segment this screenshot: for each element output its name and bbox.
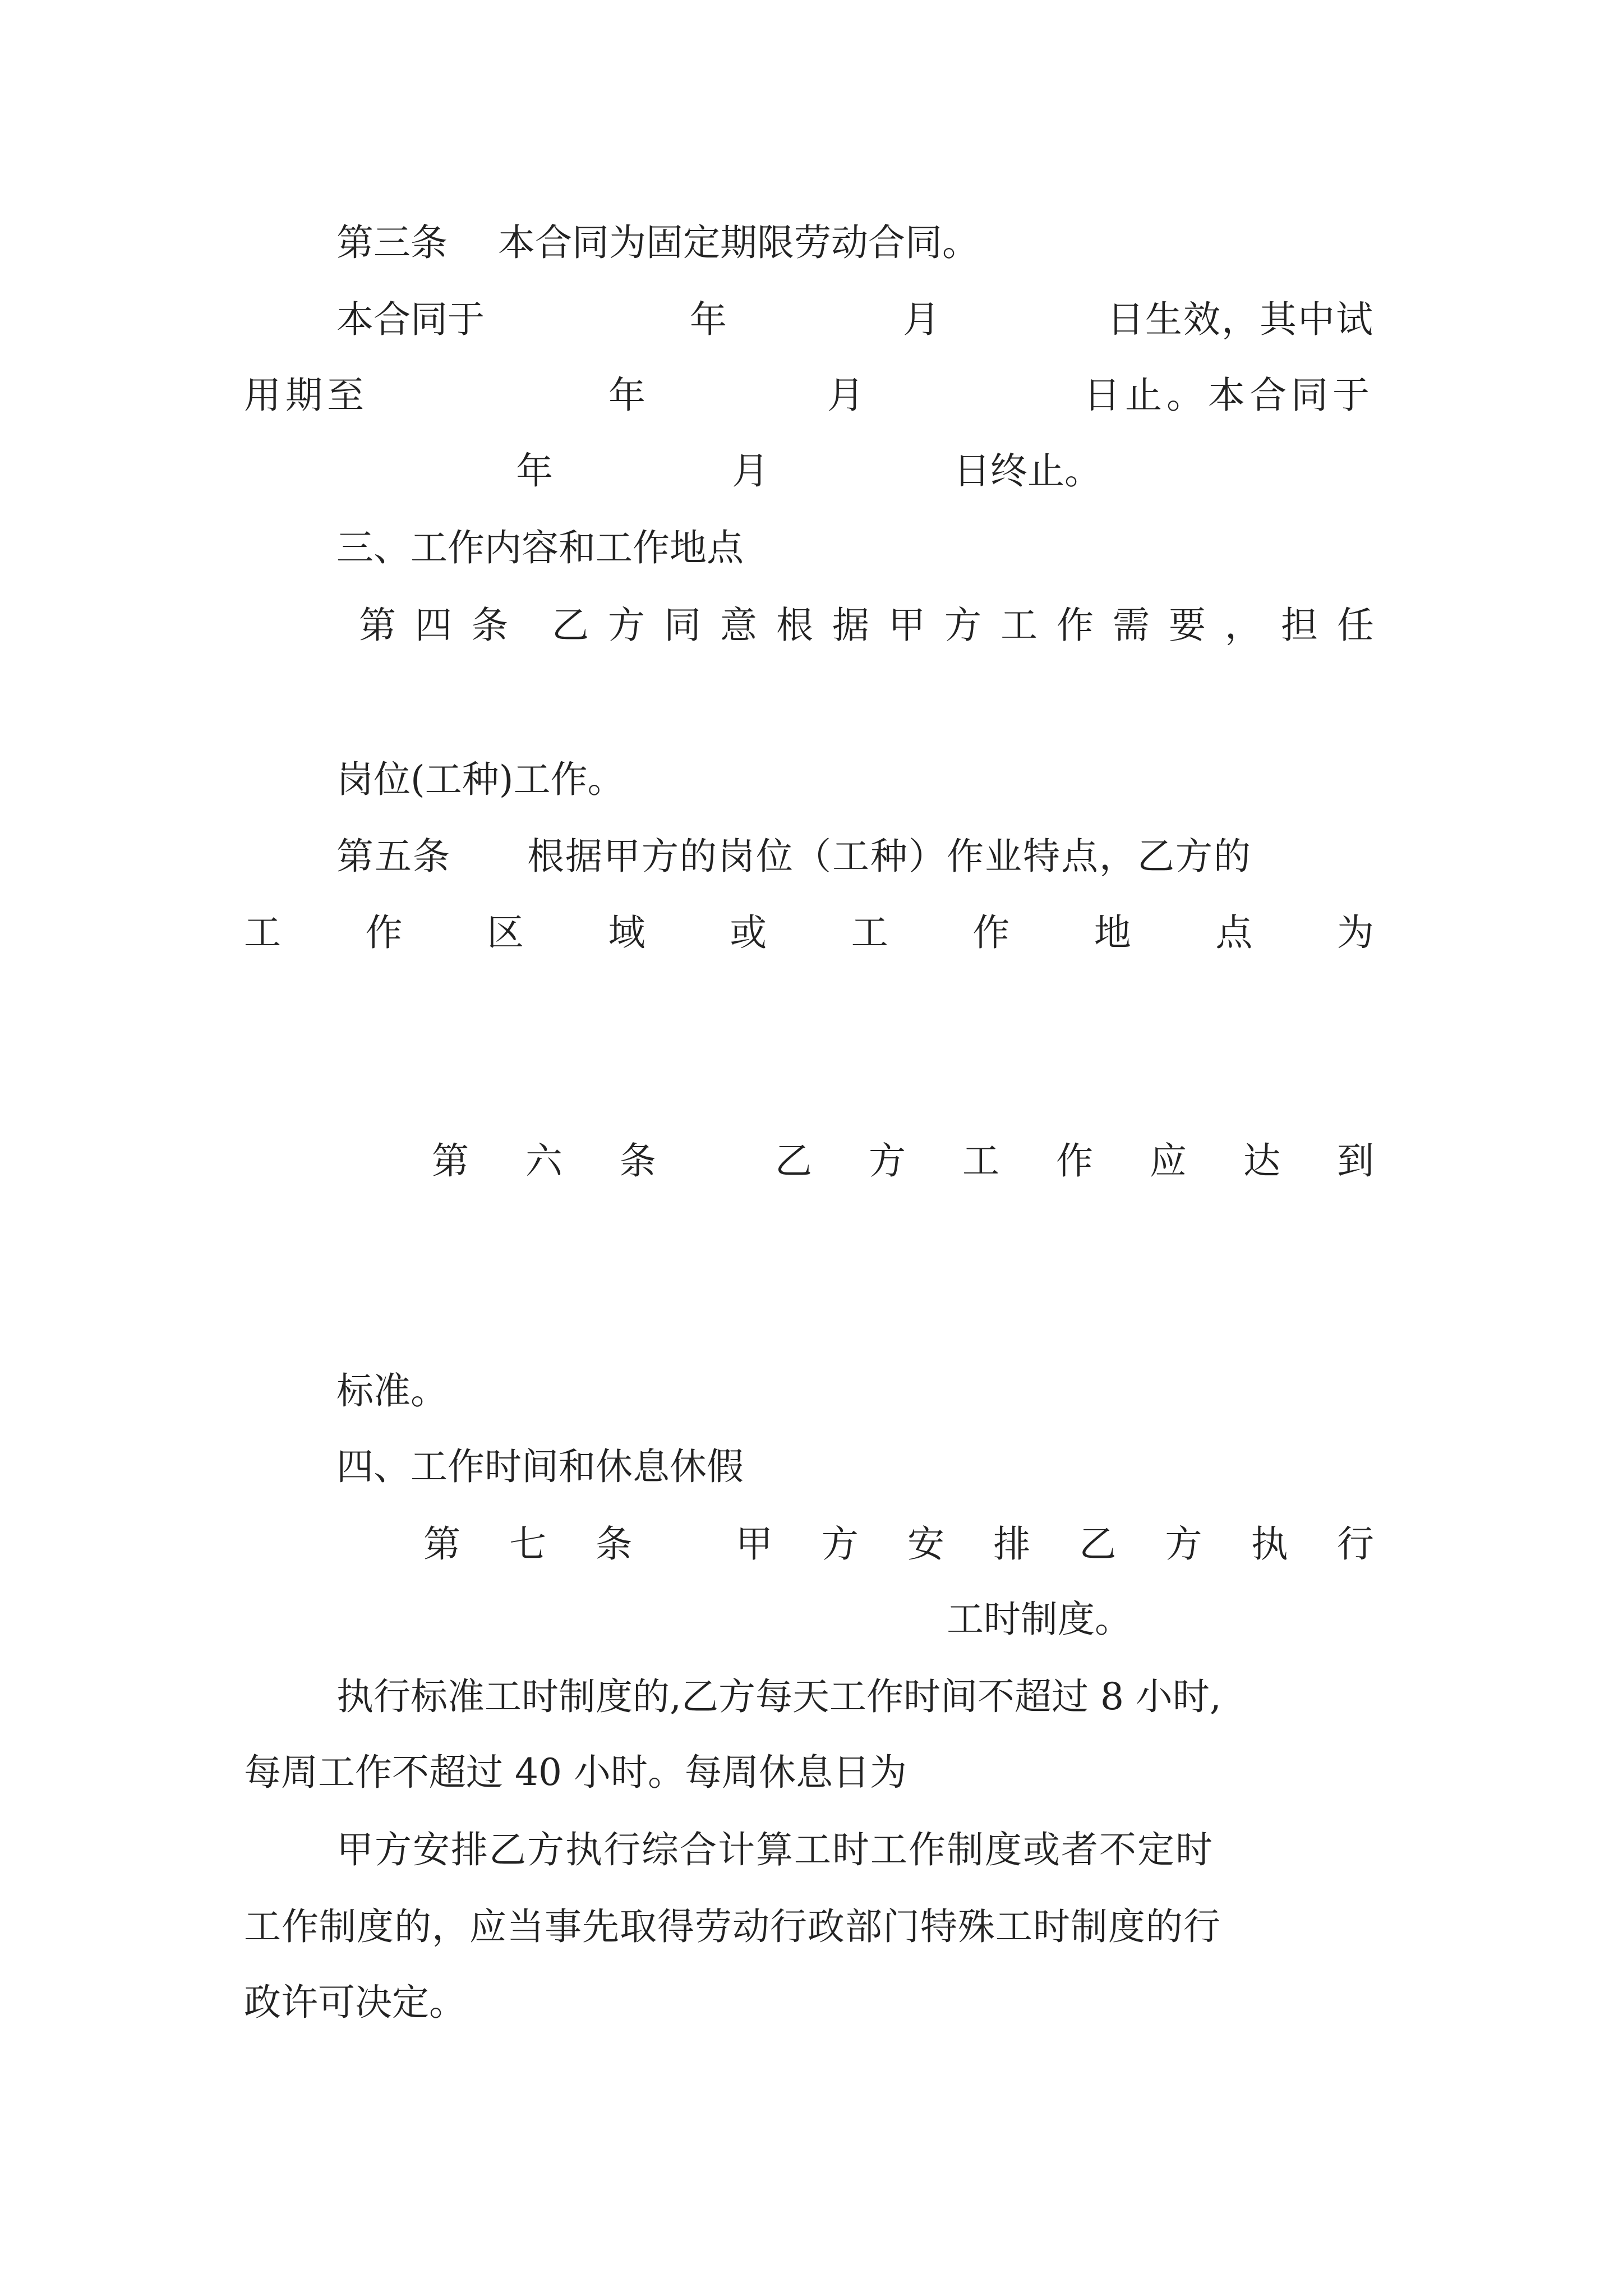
article-3-heading: 第三条 — [336, 221, 448, 264]
article-6-char: 应 — [1150, 1139, 1187, 1182]
article-3-line1-end: 日生效，其中试 — [1107, 298, 1374, 341]
article-6-char: 到 — [1337, 1139, 1374, 1182]
article-3-line3-year: 年 — [516, 449, 553, 493]
article-7-char: 七 — [509, 1522, 547, 1566]
article-5-char: 地 — [1094, 911, 1131, 954]
article-3-line1-year: 年 — [690, 298, 727, 341]
article-5-char: 工 — [851, 911, 888, 954]
article-4-char: 甲 — [888, 604, 925, 647]
article-4-char: 工 — [1000, 604, 1038, 647]
article-6-char: 条 — [619, 1139, 656, 1182]
article-3-termination-line — [516, 446, 1133, 496]
article-6-char: 乙 — [775, 1139, 812, 1182]
article-4-char: 根 — [776, 604, 813, 647]
article-3-line3-month: 月 — [732, 449, 769, 493]
article-7-char: 方 — [1165, 1522, 1202, 1566]
article-5-char: 作 — [365, 911, 403, 954]
article-4-char: 方 — [608, 604, 645, 647]
article-5-char: 点 — [1215, 911, 1253, 954]
article-4-char: 四 — [415, 604, 452, 647]
article-6-char: 第 — [432, 1139, 469, 1182]
article-7-p3-line3: 政许可决定。 — [244, 1981, 466, 2024]
article-4-char: 意 — [720, 604, 757, 647]
article-3-heading-line — [336, 218, 979, 268]
article-7-char: 行 — [1336, 1522, 1374, 1566]
article-4-char: 据 — [832, 604, 869, 647]
article-4-char: 作 — [1057, 604, 1094, 647]
article-5-char: 域 — [608, 911, 645, 954]
article-3-line1-start: 本合同于 — [336, 298, 485, 341]
article-4-char: 同 — [664, 604, 701, 647]
article-7-char: 排 — [993, 1522, 1031, 1566]
article-7-char: 第 — [423, 1522, 460, 1566]
article-4-line2: 岗位(工种)工作。 — [336, 758, 625, 801]
article-4-char: 担 — [1281, 604, 1318, 647]
article-7-char: 甲 — [735, 1522, 773, 1566]
article-4-char: 方 — [944, 604, 981, 647]
article-6-char: 作 — [1056, 1139, 1093, 1182]
article-7-p3-line2: 工作制度的，应当事先取得劳动行政部门特殊工时制度的行 — [244, 1905, 1221, 1948]
article-5-char: 工 — [244, 911, 281, 954]
article-3-text: 本合同为固定期限劳动合同。 — [498, 221, 979, 264]
article-5-line2 — [244, 908, 1374, 958]
section-4-title: 四、工作时间和休息休假 — [336, 1445, 744, 1488]
section-3-title: 三、工作内容和工作地点 — [336, 526, 744, 569]
article-5-char: 作 — [972, 911, 1010, 954]
article-6-char: 达 — [1243, 1139, 1280, 1182]
article-3-line2-year: 年 — [608, 374, 645, 417]
article-3-line2-month: 月 — [827, 374, 864, 417]
article-6-line2: 标准。 — [336, 1369, 448, 1412]
article-5-char: 为 — [1336, 911, 1374, 954]
article-6-char: 方 — [869, 1139, 906, 1182]
article-4-char: 乙 — [552, 604, 589, 647]
article-3-effective-line — [336, 295, 1374, 345]
article-7-p3-line1: 甲方安排乙方执行综合计算工时工作制度或者不定时 — [336, 1828, 1214, 1871]
article-6-char: 六 — [525, 1139, 562, 1182]
article-3-probation-line — [244, 370, 1374, 421]
article-5-char: 区 — [487, 911, 524, 954]
article-3-line1-month: 月 — [903, 298, 940, 341]
article-5-char: 或 — [730, 911, 767, 954]
article-3-line2-end: 日止。本合同于 — [1083, 374, 1374, 417]
article-6-line1 — [432, 1136, 1374, 1186]
article-4-char: 第 — [359, 604, 396, 647]
article-4-line1 — [359, 600, 1374, 651]
article-4-char: 需 — [1113, 604, 1150, 647]
article-4-char: 要 — [1169, 604, 1206, 647]
article-7-line2: 工时制度。 — [947, 1598, 1132, 1641]
article-7-p2-line2: 每周工作不超过 40 小时。每周休息日为 — [244, 1751, 907, 1794]
article-7-char: 方 — [821, 1522, 859, 1566]
article-6-char: 工 — [962, 1139, 999, 1182]
article-7-line1 — [423, 1519, 1374, 1570]
article-7-char: 安 — [907, 1522, 945, 1566]
article-5-line1: 第五条 根据甲方的岗位（工种）作业特点，乙方的 — [336, 835, 1252, 878]
article-7-char: 执 — [1251, 1522, 1288, 1566]
article-4-char: 条 — [471, 604, 508, 647]
article-7-char: 乙 — [1079, 1522, 1117, 1566]
article-3-line3-end: 日终止。 — [953, 449, 1101, 493]
article-7-char: 条 — [595, 1522, 633, 1566]
article-7-p2-line1: 执行标准工时制度的,乙方每天工作时间不超过 8 小时, — [336, 1675, 1221, 1718]
article-4-char: ， — [1225, 604, 1262, 647]
article-4-char: 任 — [1337, 604, 1374, 647]
article-3-line2-start: 用期至 — [244, 374, 368, 417]
